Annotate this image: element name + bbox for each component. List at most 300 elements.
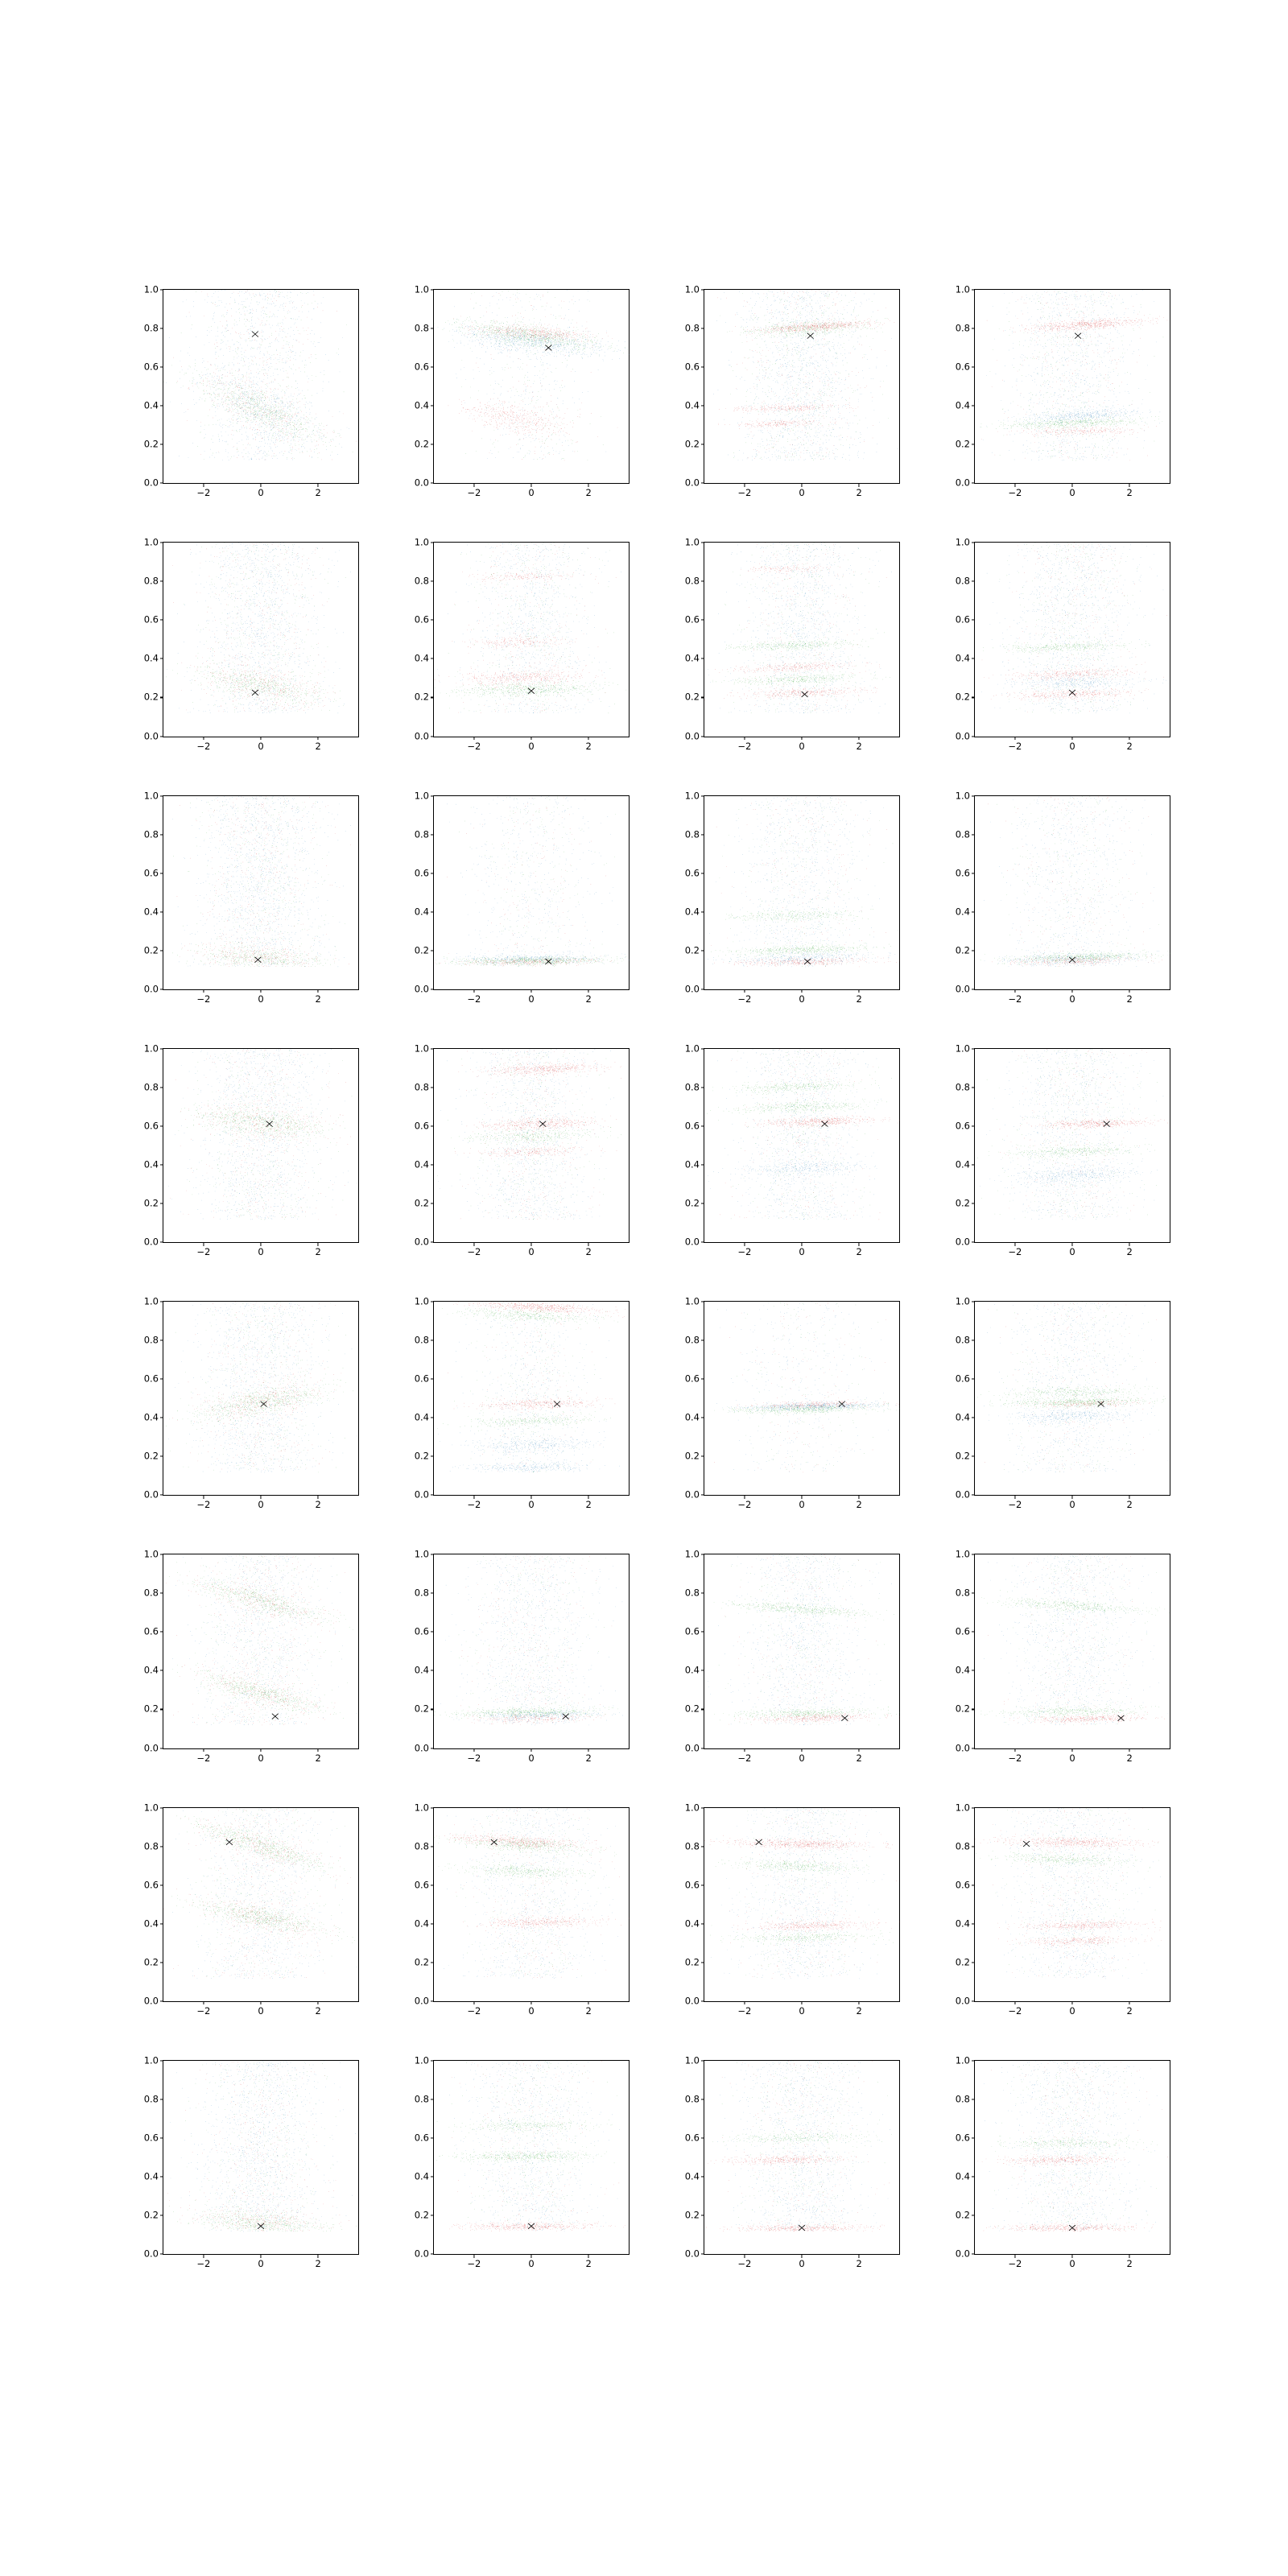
x-axis-tick-mark [473,1495,474,1499]
y-axis-tick-label: 1.0 [414,1801,429,1813]
x-axis-tick-mark [744,2254,745,2258]
x-axis-tick-mark [473,2001,474,2005]
y-axis-tick-label: 0.4 [414,1411,429,1423]
y-axis-tick-label: 1.0 [414,1042,429,1054]
x-axis-tick-mark [260,989,261,993]
y-axis-tick-mark [701,1241,705,1242]
x-axis-tick-label: 0 [258,2258,264,2269]
x-axis-tick-label: 0 [799,1246,805,1257]
y-axis-tick-label: 0.8 [684,322,700,334]
x-axis-tick-label: −2 [467,1752,481,1764]
x-axis-tick-mark [801,2254,802,2258]
subplot-panel [940,1042,1175,1270]
y-axis-tick-label: 1.0 [955,1042,970,1054]
y-axis-tick-mark [431,2253,435,2254]
y-axis-tick-label: 0.8 [143,1839,159,1852]
plot-axes [143,789,359,1005]
x-axis-tick-label: −2 [196,1499,211,1511]
x-axis-tick-label: −2 [467,993,481,1005]
x-axis-tick-label: 2 [1126,2004,1133,2017]
y-axis-tick-label: 0.8 [414,1587,429,1599]
y-axis-tick-label: 0.4 [955,905,970,917]
y-axis-tick-label: 0.6 [414,361,429,373]
y-axis-tick-label: 0.6 [955,1120,970,1132]
plot-axes [955,1042,1170,1257]
x-axis-tick-mark [801,737,802,741]
y-axis-tick-label: 0.8 [955,1839,970,1852]
x-axis-tick-label: 0 [1069,1752,1075,1764]
y-axis-tick-label: 0.8 [414,1334,429,1346]
y-axis-tick-label: 0.4 [955,1411,970,1423]
x-axis-tick-mark [859,1748,860,1752]
y-axis-tick-label: 1.0 [143,283,159,295]
x-axis-tick-label: 2 [585,2004,592,2017]
plot-axes [955,1548,1170,1764]
y-axis-tick-label: 0.2 [143,943,159,956]
y-axis-tick-label: 1.0 [143,536,159,548]
x-axis-tick-mark [260,1748,261,1752]
x-axis-tick-mark [1071,737,1072,741]
scatter-points-layer [434,796,629,967]
plot-axes [414,1042,630,1257]
x-axis-tick-label: 2 [315,993,321,1005]
y-axis-tick-label: 1.0 [414,536,429,548]
target-marker-x [756,1839,762,1844]
plot-axes [143,536,359,752]
x-axis-tick-mark [1071,1242,1072,1246]
x-axis-tick-mark [1071,2001,1072,2005]
y-axis-tick-mark [160,483,164,484]
y-axis-tick-label: 0.0 [143,729,159,741]
x-axis-tick-mark [744,989,745,993]
x-axis-tick-label: 0 [1069,740,1075,752]
subplot-panel [670,536,905,764]
y-axis-tick-label: 1.0 [143,1042,159,1054]
scatter-points-layer [975,1554,1170,1725]
x-axis-tick-mark [260,1242,261,1246]
y-axis-tick-label: 0.0 [684,2248,700,2260]
y-axis-tick-label: 0.8 [684,2093,700,2105]
plot-axes [684,2054,900,2269]
x-axis-tick-label: 0 [258,1752,264,1764]
y-axis-tick-label: 0.0 [955,1741,970,1753]
x-axis-tick-label: −2 [737,2004,752,2017]
x-axis-tick-mark [1014,2001,1015,2005]
x-axis-tick-label: 0 [258,993,264,1005]
x-axis-tick-label: −2 [196,993,211,1005]
target-marker-x [255,956,262,962]
x-axis-tick-mark [588,2001,589,2005]
x-axis-tick-label: −2 [737,740,752,752]
y-axis-tick-label: 0.8 [955,1081,970,1093]
y-axis-tick-label: 0.0 [414,477,429,489]
x-axis-tick-mark [1129,1748,1130,1752]
x-axis-tick-label: −2 [196,740,211,752]
scatter-points-layer [434,2061,629,2231]
x-axis-tick-label: −2 [196,2004,211,2017]
x-axis-tick-label: −2 [1008,2258,1022,2269]
subplot-panel [670,283,905,511]
subplot-panel [399,283,634,511]
y-axis-tick-label: 0.0 [684,1236,700,1248]
subplot-panel [129,283,364,511]
scatter-points-layer [163,2061,358,2231]
plot-axes [414,283,630,499]
x-axis-tick-mark [1071,1495,1072,1499]
y-axis-tick-label: 0.4 [414,1158,429,1170]
y-axis-tick-label: 0.2 [414,1703,429,1715]
y-axis-tick-label: 0.2 [143,438,159,450]
y-axis-tick-mark [972,1495,976,1496]
y-axis-tick-label: 0.2 [955,943,970,956]
scatter-points-layer [975,290,1170,460]
scatter-points-layer [434,1808,629,1979]
subplot-panel [399,1042,634,1270]
y-axis-tick-label: 0.8 [955,2093,970,2105]
x-axis-tick-label: −2 [1008,1246,1022,1257]
x-axis-tick-label: −2 [467,740,481,752]
x-axis-tick-label: 0 [799,993,805,1005]
x-axis-tick-label: −2 [467,1499,481,1511]
y-axis-tick-label: 0.2 [684,2209,700,2221]
subplot-panel [940,2054,1175,2282]
y-axis-tick-label: 0.8 [684,1587,700,1599]
y-axis-tick-label: 0.2 [684,438,700,450]
y-axis-tick-label: 0.2 [955,1703,970,1715]
y-axis-tick-label: 1.0 [143,2054,159,2066]
x-axis-tick-label: 0 [528,487,535,499]
y-axis-tick-label: 0.4 [955,1917,970,1929]
x-axis-tick-mark [588,2254,589,2258]
y-axis-tick-label: 0.0 [143,1236,159,1248]
x-axis-tick-mark [801,1495,802,1499]
plot-axes [143,283,359,499]
y-axis-tick-label: 0.6 [684,1625,700,1637]
x-axis-tick-mark [203,989,204,993]
y-axis-tick-label: 0.8 [143,1081,159,1093]
y-axis-tick-label: 0.6 [955,866,970,878]
scatter-points-layer [975,1049,1170,1220]
x-axis-tick-label: 2 [856,993,862,1005]
x-axis-tick-label: 2 [856,1752,862,1764]
x-axis-tick-mark [473,1242,474,1246]
x-axis-tick-mark [260,2254,261,2258]
y-axis-tick-label: 0.4 [143,399,159,411]
target-marker-x [528,688,535,694]
y-axis-tick-label: 0.6 [143,866,159,878]
subplot-grid [129,283,1175,2282]
x-axis-tick-mark [530,1495,531,1499]
y-axis-tick-label: 0.8 [955,322,970,334]
x-axis-tick-mark [744,737,745,741]
scatter-points-layer [704,2061,899,2231]
x-axis-tick-label: 0 [258,1499,264,1511]
y-axis-tick-label: 1.0 [955,1801,970,1813]
y-axis-tick-label: 0.0 [955,477,970,489]
target-marker-x [491,1839,497,1844]
y-axis-tick-mark [972,736,976,737]
subplot-panel [940,789,1175,1018]
scatter-points-layer [704,1554,899,1725]
x-axis-tick-mark [744,1748,745,1752]
x-axis-tick-mark [530,2254,531,2258]
y-axis-tick-label: 0.2 [684,691,700,703]
y-axis-tick-label: 0.0 [414,1995,429,2006]
y-axis-tick-label: 0.0 [955,729,970,741]
y-axis-tick-label: 0.4 [684,399,700,411]
scatter-points-layer [434,1554,629,1725]
x-axis-tick-label: −2 [1008,2004,1022,2017]
y-axis-tick-label: 1.0 [143,789,159,801]
y-axis-tick-label: 0.6 [414,1373,429,1385]
x-axis-tick-label: 2 [1126,1499,1133,1511]
x-axis-tick-mark [744,483,745,487]
plot-axes [955,1295,1170,1511]
y-axis-tick-label: 0.8 [414,2093,429,2105]
subplot-panel [399,1801,634,2029]
x-axis-tick-label: 2 [315,2258,321,2269]
scatter-points-layer [434,1049,629,1220]
subplot-panel [399,536,634,764]
y-axis-tick-label: 0.4 [143,2170,159,2182]
plot-axes [684,536,900,752]
y-axis-tick-label: 0.0 [414,2248,429,2260]
y-axis-tick-mark [701,2000,705,2001]
y-axis-tick-label: 0.4 [143,1917,159,1929]
plot-axes [143,1548,359,1764]
y-axis-tick-label: 0.2 [414,1450,429,1462]
y-axis-tick-mark [160,2253,164,2254]
y-axis-tick-label: 0.2 [143,2209,159,2221]
x-axis-tick-mark [801,483,802,487]
y-axis-tick-label: 0.4 [414,399,429,411]
subplot-panel [399,1550,634,1776]
y-axis-tick-label: 0.6 [143,1120,159,1132]
y-axis-tick-mark [431,1495,435,1496]
y-axis-tick-label: 0.4 [143,652,159,664]
y-axis-tick-label: 0.2 [143,1450,159,1462]
y-axis-tick-mark [701,736,705,737]
x-axis-tick-mark [1129,989,1130,993]
x-axis-tick-mark [260,1495,261,1499]
x-axis-tick-label: 2 [315,1499,321,1511]
y-axis-tick-mark [431,736,435,737]
x-axis-tick-mark [1071,1748,1072,1752]
y-axis-tick-label: 0.0 [143,1741,159,1753]
y-axis-tick-mark [972,1241,976,1242]
x-axis-tick-label: −2 [737,487,752,499]
y-axis-tick-label: 0.4 [955,2170,970,2182]
scatter-points-layer [163,1302,358,1472]
x-axis-tick-mark [473,483,474,487]
x-axis-tick-label: 2 [856,2258,862,2269]
x-axis-tick-label: −2 [467,1246,481,1257]
y-axis-tick-label: 0.4 [143,1411,159,1423]
plot-axes [955,1801,1170,2017]
x-axis-tick-label: 0 [528,2004,535,2017]
subplot-panel [940,1550,1175,1776]
y-axis-tick-label: 0.0 [414,1741,429,1753]
x-axis-tick-label: 2 [1126,1246,1133,1257]
y-axis-tick-label: 0.6 [684,1878,700,1890]
target-marker-x [258,2223,264,2229]
y-axis-tick-label: 0.8 [143,322,159,334]
x-axis-tick-mark [859,2254,860,2258]
x-axis-tick-label: 0 [799,487,805,499]
y-axis-tick-label: 0.2 [955,1955,970,1967]
x-axis-tick-mark [1014,1748,1015,1752]
subplot-panel [129,1550,364,1776]
x-axis-tick-label: 0 [528,993,535,1005]
x-axis-tick-mark [801,989,802,993]
y-axis-tick-label: 0.8 [143,575,159,587]
y-axis-tick-label: 0.6 [143,2132,159,2144]
y-axis-tick-label: 0.4 [414,1664,429,1676]
x-axis-tick-mark [318,1748,319,1752]
x-axis-tick-mark [318,2254,319,2258]
subplot-panel [129,536,364,764]
y-axis-tick-mark [701,483,705,484]
x-axis-tick-label: 0 [799,1499,805,1511]
x-axis-tick-mark [530,1748,531,1752]
y-axis-tick-label: 0.8 [684,575,700,587]
y-axis-tick-label: 1.0 [414,1295,429,1307]
y-axis-tick-label: 0.6 [955,1373,970,1385]
y-axis-tick-label: 0.0 [143,983,159,994]
x-axis-tick-mark [473,737,474,741]
x-axis-tick-mark [744,1242,745,1246]
y-axis-tick-label: 0.2 [143,691,159,703]
y-axis-tick-label: 0.0 [955,1488,970,1501]
x-axis-tick-mark [530,1242,531,1246]
x-axis-tick-mark [318,1242,319,1246]
x-axis-tick-label: −2 [1008,487,1022,499]
y-axis-tick-label: 0.6 [684,866,700,878]
y-axis-tick-label: 0.0 [684,1995,700,2006]
x-axis-tick-mark [260,483,261,487]
target-marker-x [1075,333,1081,339]
y-axis-tick-mark [972,2000,976,2001]
x-axis-tick-mark [318,737,319,741]
scatter-points-layer [704,1049,899,1220]
target-marker-x [822,1121,828,1126]
x-axis-tick-mark [260,737,261,741]
x-axis-tick-label: 2 [315,1246,321,1257]
x-axis-tick-mark [1014,737,1015,741]
scatter-points-layer [704,1302,899,1472]
y-axis-tick-mark [701,2253,705,2254]
x-axis-tick-mark [1014,1495,1015,1499]
scatter-points-layer [975,1302,1170,1472]
y-axis-tick-label: 0.2 [955,2209,970,2221]
y-axis-tick-label: 0.8 [143,828,159,840]
subplot-panel [399,789,634,1018]
x-axis-tick-label: −2 [196,2258,211,2269]
y-axis-tick-label: 0.6 [955,1625,970,1637]
target-marker-x [563,1714,569,1719]
subplot-panel [129,1295,364,1523]
x-axis-tick-mark [859,2001,860,2005]
plot-axes [414,536,630,752]
x-axis-tick-mark [1129,737,1130,741]
x-axis-tick-label: 0 [1069,993,1075,1005]
scatter-points-layer [434,543,629,713]
x-axis-tick-label: 2 [1126,487,1133,499]
y-axis-tick-mark [160,2000,164,2001]
x-axis-tick-label: 2 [1126,740,1133,752]
y-axis-tick-mark [160,1495,164,1496]
x-axis-tick-mark [530,483,531,487]
x-axis-tick-label: 0 [258,1246,264,1257]
x-axis-tick-label: 2 [585,1752,592,1764]
plot-axes [143,1042,359,1257]
y-axis-tick-label: 0.6 [143,1625,159,1637]
x-axis-tick-label: 2 [585,740,592,752]
x-axis-tick-mark [588,1495,589,1499]
subplot-panel [940,283,1175,511]
x-axis-tick-label: 2 [315,487,321,499]
y-axis-tick-label: 0.4 [143,1158,159,1170]
x-axis-tick-mark [318,2001,319,2005]
x-axis-tick-mark [203,1748,204,1752]
x-axis-tick-label: −2 [737,993,752,1005]
x-axis-tick-label: −2 [467,487,481,499]
y-axis-tick-label: 0.8 [143,1587,159,1599]
scatter-points-layer [975,1808,1170,1979]
plot-axes [684,1801,900,2017]
y-axis-tick-label: 0.6 [684,361,700,373]
y-axis-tick-label: 0.2 [684,943,700,956]
y-axis-tick-label: 0.8 [955,575,970,587]
scatter-points-layer [704,290,899,460]
target-marker-x [226,1839,233,1844]
plot-axes [414,1548,630,1764]
scatter-points-layer [163,543,358,713]
x-axis-tick-mark [588,483,589,487]
y-axis-tick-label: 1.0 [414,789,429,801]
y-axis-tick-label: 0.4 [414,905,429,917]
subplot-panel [670,2054,905,2282]
scatter-points-layer [434,290,629,460]
y-axis-tick-label: 0.0 [143,2248,159,2260]
y-axis-tick-label: 0.8 [414,828,429,840]
x-axis-tick-mark [801,1242,802,1246]
y-axis-tick-label: 0.2 [955,691,970,703]
subplot-panel [670,1801,905,2029]
x-axis-tick-label: 2 [1126,1752,1133,1764]
y-axis-tick-label: 0.8 [955,828,970,840]
y-axis-tick-label: 0.6 [684,1373,700,1385]
y-axis-tick-label: 0.8 [684,1334,700,1346]
x-axis-tick-label: 2 [585,2258,592,2269]
subplot-panel [670,1042,905,1270]
target-marker-x [802,691,808,697]
y-axis-tick-label: 0.8 [414,1081,429,1093]
y-axis-tick-label: 0.6 [414,2132,429,2144]
plot-axes [684,1295,900,1511]
y-axis-tick-label: 0.6 [414,1625,429,1637]
y-axis-tick-label: 0.6 [143,613,159,625]
y-axis-tick-mark [431,483,435,484]
y-axis-tick-label: 0.6 [414,866,429,878]
plot-axes [414,2054,630,2269]
x-axis-tick-mark [318,989,319,993]
y-axis-tick-label: 0.0 [414,1488,429,1501]
y-axis-tick-label: 0.2 [955,1197,970,1209]
x-axis-tick-label: 2 [585,993,592,1005]
x-axis-tick-mark [744,1495,745,1499]
y-axis-tick-label: 0.8 [955,1587,970,1599]
